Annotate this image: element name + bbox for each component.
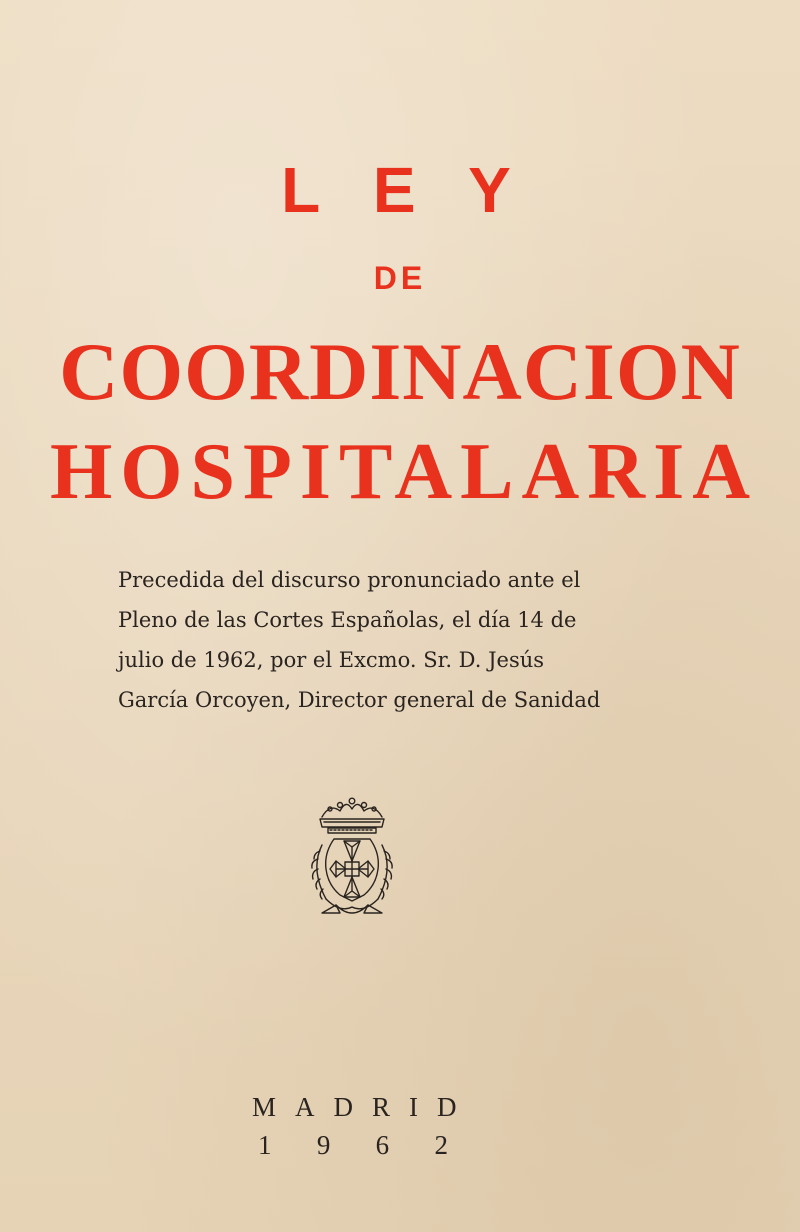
title-hospitalaria: HOSPITALARIA [50,428,758,516]
imprint-city: MADRID [252,1092,476,1122]
crowned-cross-emblem-icon [300,795,405,935]
title-ley: L E Y [281,154,529,226]
year-digit: 1 [258,1130,272,1160]
subtitle-line: Pleno de las Cortes Españolas, el día 14 de [118,608,577,632]
subtitle-line: Precedida del discurso pronunciado ante el [118,568,581,592]
imprint-year [258,1128,448,1162]
year-digit: 6 [375,1130,390,1160]
subtitle-line: García Orcoyen, Director general de Sanidad [118,688,601,712]
title-coordinacion: COORDINACION [59,326,741,417]
year-digit: 2 [434,1130,448,1160]
title-de: DE [373,260,427,296]
subtitle-paragraph [118,560,608,720]
year-digit: 9 [316,1130,331,1160]
subtitle-line: julio de 1962, por el Excmo. Sr. D. Jesús [118,648,545,672]
